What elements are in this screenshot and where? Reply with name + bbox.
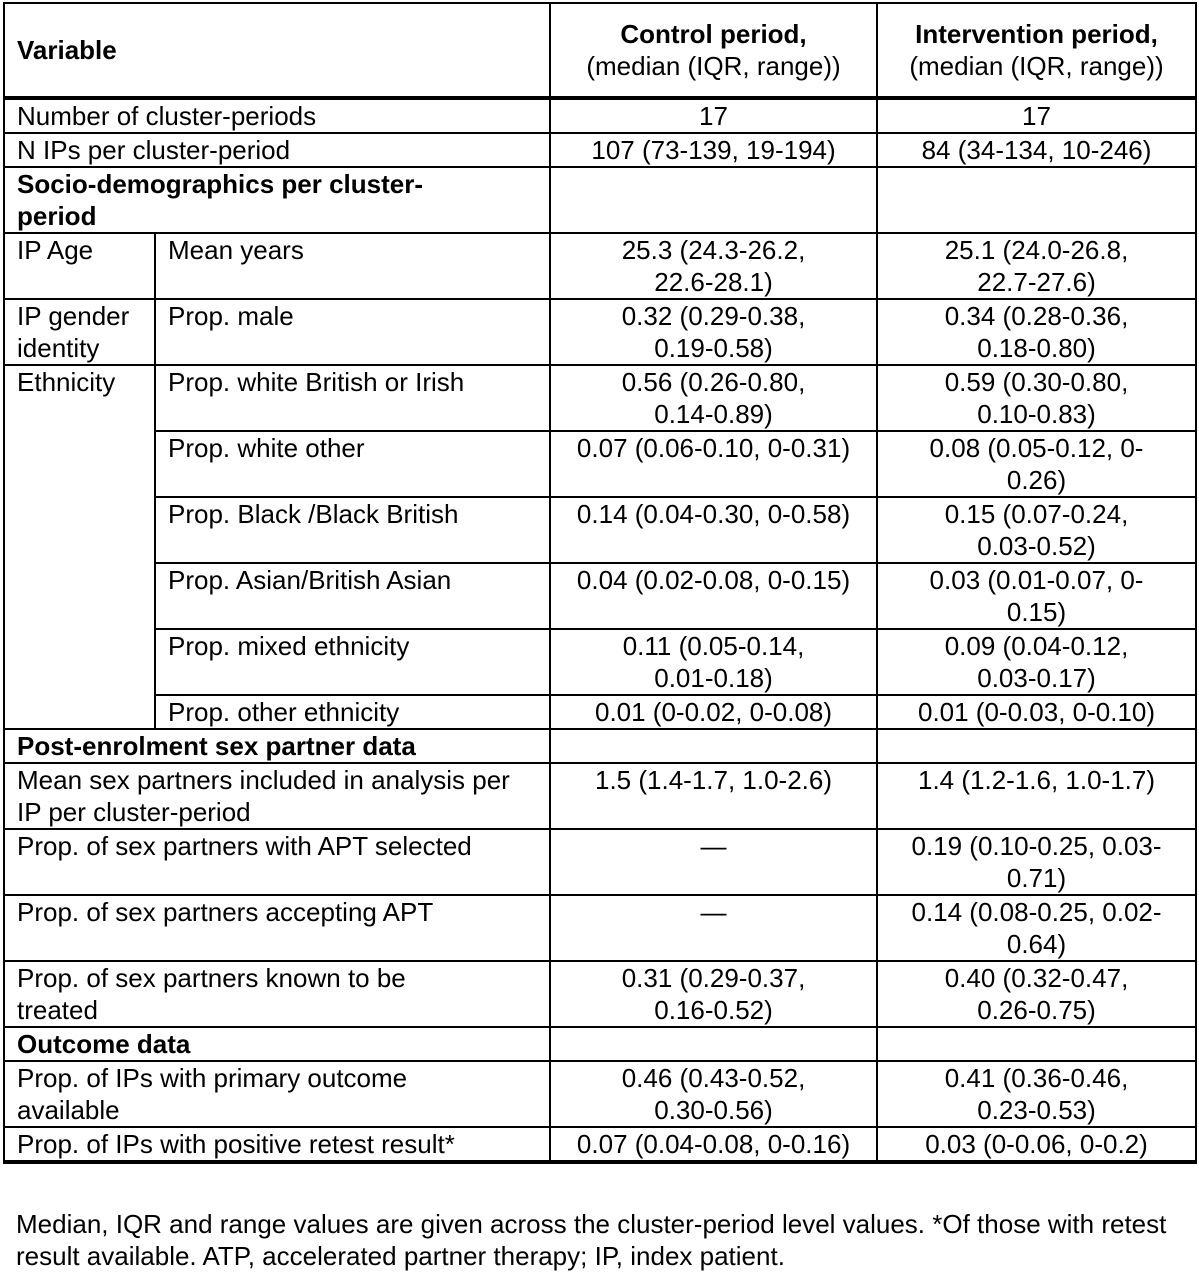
- section-heading-row: [4, 1027, 1196, 1061]
- intervention-value: 0.09 (0.04-0.12, 0.03-0.17): [877, 629, 1196, 695]
- intervention-value: 25.1 (24.0-26.8, 22.7-27.6): [877, 233, 1196, 299]
- table-row: [4, 98, 1196, 133]
- intervention-value: 0.40 (0.32-0.47, 0.26-0.75): [877, 961, 1196, 1027]
- intervention-value: 17: [877, 98, 1196, 133]
- table-row: [4, 365, 1196, 431]
- intervention-value: 0.19 (0.10-0.25, 0.03-0.71): [877, 829, 1196, 895]
- intervention-value: 0.03 (0-0.06, 0-0.2): [877, 1127, 1196, 1162]
- header-variable: Variable: [4, 3, 550, 98]
- table-row: [4, 1061, 1196, 1127]
- section-heading: Socio-demographics per cluster-period: [4, 167, 550, 233]
- table-row: [4, 629, 1196, 695]
- intervention-value: 84 (34-134, 10-246): [877, 133, 1196, 167]
- table-row: [4, 695, 1196, 729]
- intervention-value: 1.4 (1.2-1.6, 1.0-1.7): [877, 763, 1196, 829]
- empty-cell: [877, 729, 1196, 763]
- intervention-value: 0.34 (0.28-0.36, 0.18-0.80): [877, 299, 1196, 365]
- header-intervention-sub: (median (IQR, range)): [909, 51, 1164, 81]
- header-control-sub: (median (IQR, range)): [586, 51, 841, 81]
- table-row: [4, 233, 1196, 299]
- row-label: Prop. Black /Black British: [155, 497, 550, 563]
- control-value: 1.5 (1.4-1.7, 1.0-2.6): [550, 763, 877, 829]
- table-row: [4, 763, 1196, 829]
- intervention-value: 0.41 (0.36-0.46, 0.23-0.53): [877, 1061, 1196, 1127]
- results-table: [3, 2, 1197, 1164]
- table-row: [4, 1127, 1196, 1162]
- table-row: [4, 497, 1196, 563]
- table-footnote: Median, IQR and range values are given across the cluster-period level values. *Of those with retest result available. ATP, accelerated partner therapy; IP, index patient.: [16, 1209, 1167, 1271]
- control-value: 0.01 (0-0.02, 0-0.08): [550, 695, 877, 729]
- intervention-value: 0.08 (0.05-0.12, 0-0.26): [877, 431, 1196, 497]
- control-value: 0.14 (0.04-0.30, 0-0.58): [550, 497, 877, 563]
- table-row: [4, 133, 1196, 167]
- row-label: Number of cluster-periods: [4, 98, 550, 133]
- row-label: Prop. other ethnicity: [155, 695, 550, 729]
- table-row: [4, 299, 1196, 365]
- control-value: —: [550, 895, 877, 961]
- control-value: —: [550, 829, 877, 895]
- table-row: [4, 431, 1196, 497]
- intervention-value: 0.14 (0.08-0.25, 0.02-0.64): [877, 895, 1196, 961]
- section-heading-row: [4, 729, 1196, 763]
- row-label: Mean sex partners included in analysis per IP per cluster-period: [4, 763, 550, 829]
- section-heading-row: [4, 167, 1196, 233]
- empty-cell: [550, 1027, 877, 1061]
- table-row: [4, 563, 1196, 629]
- section-heading: Outcome data: [4, 1027, 550, 1061]
- control-value: 17: [550, 98, 877, 133]
- intervention-value: 0.15 (0.07-0.24, 0.03-0.52): [877, 497, 1196, 563]
- table-row: [4, 895, 1196, 961]
- row-label: Prop. of IPs with positive retest result*: [4, 1127, 550, 1162]
- row-group: IP gender identity: [4, 299, 155, 365]
- table-header-row: [4, 3, 1196, 98]
- row-label: Prop. of sex partners accepting APT: [4, 895, 550, 961]
- row-group: Ethnicity: [4, 365, 155, 729]
- table-row: [4, 829, 1196, 895]
- row-group: IP Age: [4, 233, 155, 299]
- row-label: Mean years: [155, 233, 550, 299]
- row-label: Prop. of sex partners with APT selected: [4, 829, 550, 895]
- control-value: 0.31 (0.29-0.37, 0.16-0.52): [550, 961, 877, 1027]
- empty-cell: [877, 1027, 1196, 1061]
- row-label: Prop. mixed ethnicity: [155, 629, 550, 695]
- row-label: Prop. Asian/British Asian: [155, 563, 550, 629]
- intervention-value: 0.01 (0-0.03, 0-0.10): [877, 695, 1196, 729]
- row-label: Prop. white other: [155, 431, 550, 497]
- control-value: 0.46 (0.43-0.52, 0.30-0.56): [550, 1061, 877, 1127]
- header-control-period: [550, 3, 877, 98]
- intervention-value: 0.59 (0.30-0.80, 0.10-0.83): [877, 365, 1196, 431]
- control-value: 25.3 (24.3-26.2, 22.6-28.1): [550, 233, 877, 299]
- row-label: Prop. of sex partners known to be treated: [4, 961, 550, 1027]
- control-value: 0.11 (0.05-0.14, 0.01-0.18): [550, 629, 877, 695]
- intervention-value: 0.03 (0.01-0.07, 0-0.15): [877, 563, 1196, 629]
- row-label: Prop. of IPs with primary outcome available: [4, 1061, 550, 1127]
- control-value: 0.32 (0.29-0.38, 0.19-0.58): [550, 299, 877, 365]
- control-value: 0.07 (0.04-0.08, 0-0.16): [550, 1127, 877, 1162]
- row-label: Prop. white British or Irish: [155, 365, 550, 431]
- control-value: 0.56 (0.26-0.80, 0.14-0.89): [550, 365, 877, 431]
- header-intervention-period: [877, 3, 1196, 98]
- section-heading: Post-enrolment sex partner data: [4, 729, 550, 763]
- empty-cell: [550, 167, 877, 233]
- empty-cell: [550, 729, 877, 763]
- control-value: 107 (73-139, 19-194): [550, 133, 877, 167]
- header-control-title: Control period,: [620, 19, 807, 49]
- row-label: Prop. male: [155, 299, 550, 365]
- row-label: N IPs per cluster-period: [4, 133, 550, 167]
- control-value: 0.04 (0.02-0.08, 0-0.15): [550, 563, 877, 629]
- control-value: 0.07 (0.06-0.10, 0-0.31): [550, 431, 877, 497]
- empty-cell: [877, 167, 1196, 233]
- header-intervention-title: Intervention period,: [915, 19, 1158, 49]
- table-row: [4, 961, 1196, 1027]
